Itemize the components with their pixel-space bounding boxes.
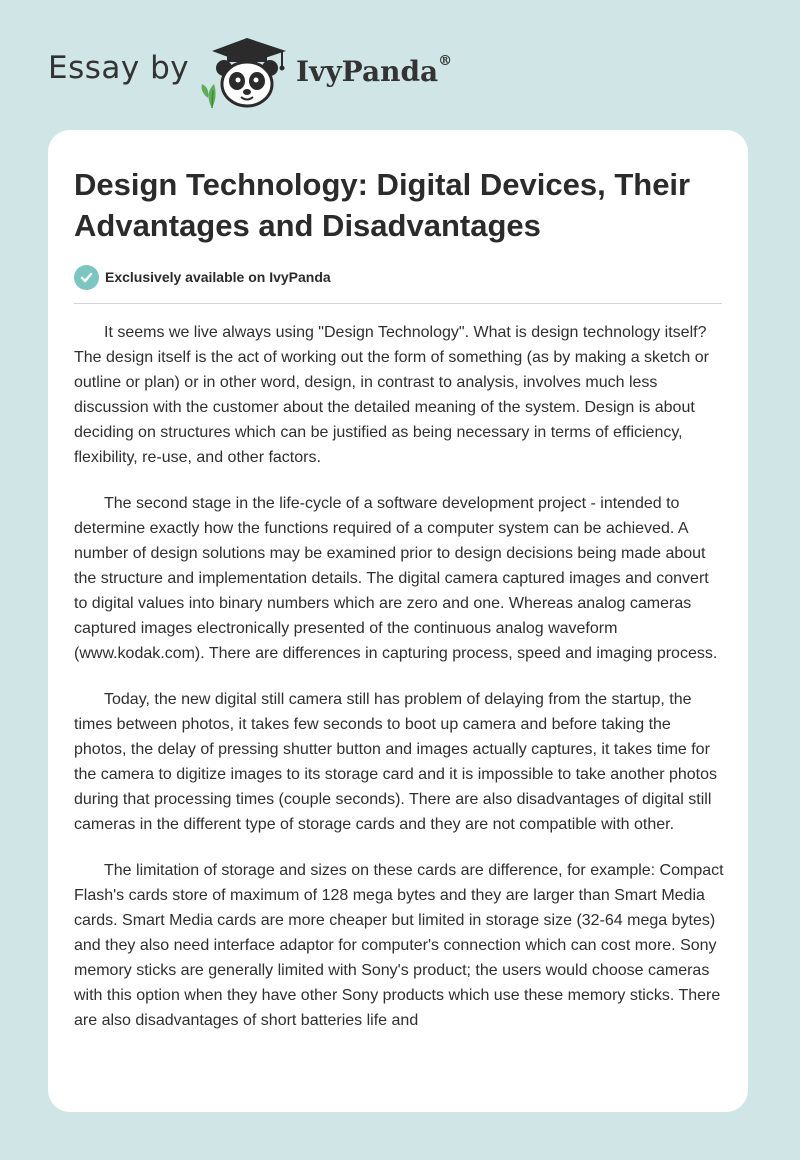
essay-title: Design Technology: Digital Devices, Their Advantages and Disadvantages <box>74 167 691 243</box>
brand-text: IvyPanda <box>296 55 439 88</box>
site-header <box>0 0 800 130</box>
badge-text: Exclusively available on IvyPanda <box>105 269 331 285</box>
panda-logo-icon[interactable] <box>200 34 294 110</box>
title-divider <box>74 303 722 304</box>
paragraph-4: The limitation of storage and sizes on these cards are difference, for example: Compact Flash's cards store of maximum of 128 mega bytes and they are larger than Smart Media cards. Smart Media cards are more cheaper but limited in storage size (32-64 mega bytes) and they also need interface adaptor for computer's connection which can cost more. Sony memory sticks are generally limited with Sony's product; the users would choose cameras with this option when they have other Sony products which use these memory sticks. There are also disadvantages of short batteries life and <box>74 862 724 1029</box>
brand-name[interactable] <box>296 55 452 88</box>
paragraph-2: The second stage in the life-cycle of a software development project - intended to determine exactly how the functions required of a computer system can be achieved. A number of design solutions may be examined prior to design decisions being made about the structure and implementation details. The digital camera captured images and convert to digital values into binary numbers which are zero and one. Whereas analog cameras captured images electronically presented of the continuous analog waveform (www.kodak.com). There are differences in capturing process, speed and imaging process. <box>74 495 718 662</box>
paragraph-1: It seems we live always using "Design Technology". What is design technology itself? The design itself is the act of working out the form of something (as by making a sketch or outline or plan) or in other word, design, in contrast to analysis, involves much less discussion with the customer about the detailed meaning of the system. Design is about deciding on structures which can be justified as being necessary in terms of efficiency, flexibility, re-use, and other factors. <box>74 324 709 466</box>
check-icon <box>74 265 99 290</box>
essay-by-label: Essay by <box>48 50 190 86</box>
registered-mark: ® <box>438 53 453 69</box>
essay-body <box>74 320 726 1054</box>
exclusive-badge <box>74 264 331 290</box>
paragraph-3: Today, the new digital still camera still has problem of delaying from the startup, the times between photos, it takes few seconds to boot up camera and before taking the photos, the delay of pressing shutter button and images actually captures, it takes time for the camera to digitize images to its storage card and it is impossible to take another photos during that processing times (couple seconds). There are also disadvantages of digital still cameras in the different type of storage cards and they are not compatible with other. <box>74 691 718 833</box>
essay-card <box>48 130 748 1112</box>
